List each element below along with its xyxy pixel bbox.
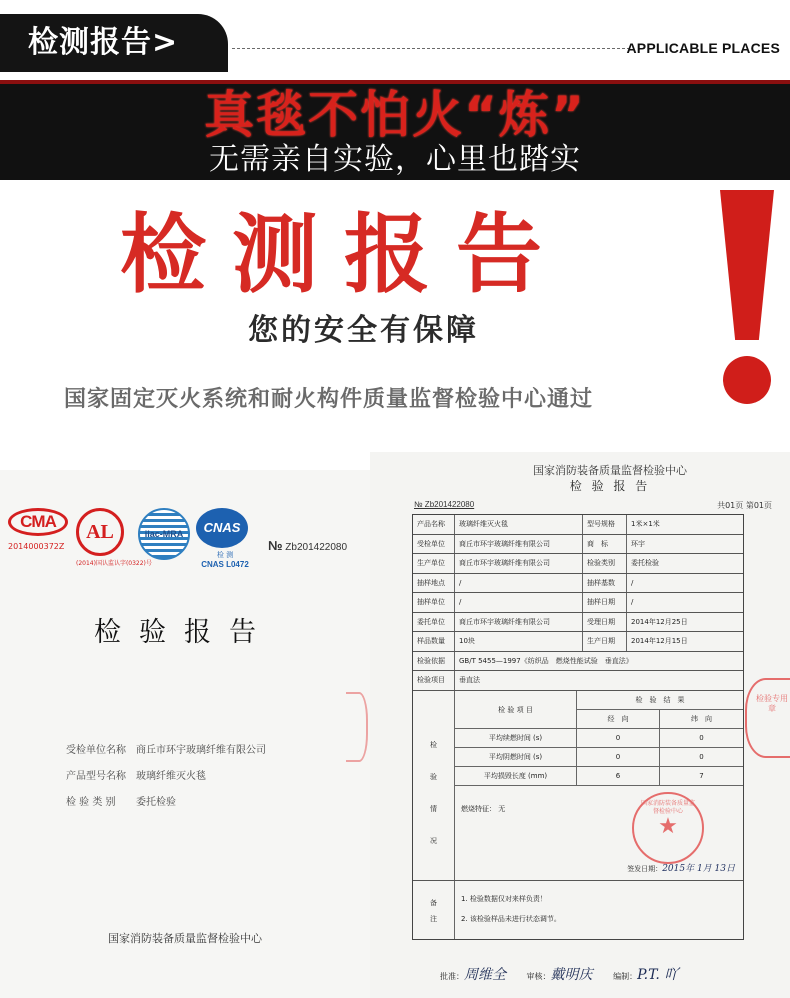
al-caption: (2014)国认监认字(0322)号 — [76, 560, 152, 567]
official-stamp: 国家消防装备质量监督检验中心 ★ — [632, 792, 704, 864]
report-result-document — [370, 452, 790, 998]
remarks — [413, 881, 743, 939]
test-warp-value: 0 — [577, 748, 660, 767]
table-row: 样品数量 10块 生产日期 2014年12月15日 — [413, 632, 743, 652]
test-weft-value: 0 — [660, 729, 743, 748]
edge-stamp: 检验专用章 — [745, 678, 790, 758]
cover-field-list — [66, 738, 266, 816]
cover-field: 检 验 类 别 委托检验 — [66, 797, 176, 808]
table-row: 受检单位 商丘市环宇玻璃纤维有限公司 商 标 环宇 — [413, 535, 743, 555]
slogan-main: 真毯不怕火“炼” — [204, 86, 586, 144]
cma-code: 2014000372Z — [8, 542, 65, 551]
table-row: 委托单位 商丘市环宇玻璃纤维有限公司 受理日期 2014年12月25日 — [413, 613, 743, 633]
burn-feature: 燃烧特征： 无 — [461, 804, 506, 813]
inspection-report-heading: 检测报告 — [120, 205, 568, 305]
cover-field: 受检单位名称 商丘市环宇玻璃纤维有限公司 — [66, 745, 266, 756]
result-table — [412, 514, 744, 940]
test-warp-value: 0 — [577, 729, 660, 748]
header-divider — [232, 48, 630, 49]
test-name: 平均损毁长度 (mm) — [455, 767, 577, 786]
ilac-mra-logo: ilac-MRA — [138, 508, 192, 560]
report-cover-document — [0, 470, 378, 998]
cover-field: 产品型号名称 玻璃纤维灭火毯 — [66, 771, 206, 782]
section-header — [0, 0, 790, 80]
table-row: 生产单位 商丘市环宇玻璃纤维有限公司 检验类别 委托检验 — [413, 554, 743, 574]
test-warp-value: 6 — [577, 767, 660, 786]
result-title: 检 验 报 告 — [569, 479, 651, 493]
test-item-header: 检 验 项 目 — [455, 691, 577, 729]
slogan-banner — [0, 80, 790, 180]
exclamation-icon — [716, 190, 778, 415]
reviewer-signature: 戴明庆 — [550, 967, 593, 983]
cnas-logo: CNAS 检 测 CNAS L0472 — [196, 508, 254, 569]
table-row: 检验依据 GB/T 5455—1997《纺织品 燃烧性能试验 垂直法》 — [413, 652, 743, 672]
cover-report-number: № Zb201422080 — [268, 538, 348, 553]
table-row: 抽样地点 / 抽样基数 / — [413, 574, 743, 594]
cover-title: 检验报告 — [94, 617, 274, 648]
table-row: 抽样单位 / 抽样日期 / — [413, 593, 743, 613]
section-tab-label: 检测报告> — [0, 14, 228, 72]
weft-header: 纬 向 — [660, 710, 743, 729]
signature-line: 批准：周维全 审核：戴明庆 编制：P.T. 吖 — [440, 967, 679, 983]
test-weft-value: 7 — [660, 767, 743, 786]
remarks-side-label: 备 注 — [413, 881, 455, 939]
al-logo: AL (2014)国认监认字(0322)号 — [76, 508, 132, 567]
authority-approval-text: 国家固定灭火系统和耐火构件质量监督检验中心通过 — [64, 387, 594, 412]
issue-date: 签发日期：2015年 1月 13日 — [627, 863, 735, 874]
safety-guarantee-text: 您的安全有保障 — [248, 313, 479, 348]
cover-issuer: 国家消防装备质量监督检验中心 — [108, 932, 262, 945]
test-name: 平均续燃时间 (s) — [455, 729, 577, 748]
slogan-sub: 无需亲自实验，心里也踏实 — [209, 142, 581, 177]
applicable-places-label: APPLICABLE PLACES — [626, 40, 780, 56]
result-org: 国家消防装备质量监督检验中心 — [533, 464, 687, 477]
remark-item: 1. 检验数据仅对来样负责！ — [461, 894, 547, 903]
test-weft-value: 0 — [660, 748, 743, 767]
cma-logo: CMA 2014000372Z — [8, 508, 68, 551]
result-report-number: № Zb201422080 — [414, 500, 475, 509]
table-row: 检验项目 垂直法 — [413, 671, 743, 691]
test-side-label: 检 验 情 况 — [413, 691, 455, 880]
warp-header: 经 向 — [577, 710, 660, 729]
test-name: 平均阴燃时间 (s) — [455, 748, 577, 767]
test-result-header: 检 验 结 果 — [577, 691, 743, 710]
seam-stamp — [346, 692, 368, 762]
table-row: 产品名称 玻璃纤维灭火毯 型号规格 1米×1米 — [413, 515, 743, 535]
result-page-count: 共01页 第01页 — [717, 501, 772, 510]
remark-item: 2. 该检验样品未进行状态调节。 — [461, 914, 561, 923]
compiler-signature: P.T. 吖 — [637, 967, 679, 983]
approver-signature: 周维全 — [464, 967, 506, 983]
